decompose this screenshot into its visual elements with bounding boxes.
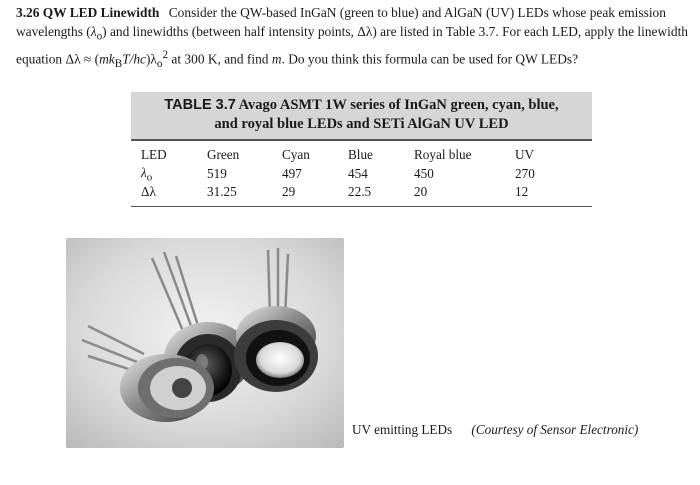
- table-title-line2: and royal blue LEDs and SETi AlGaN UV LED: [214, 116, 509, 132]
- problem-text-1: Consider the QW-based InGaN (green to blue) and AlGaN (UV) LEDs whose peak emission wavelengths (: [16, 5, 666, 39]
- cell-dl-cyan: 29: [282, 184, 296, 200]
- formula-sub-b: B: [114, 58, 123, 70]
- photo-caption-title: UV emitting LEDs: [352, 422, 453, 437]
- table-row-linewidth: [131, 183, 592, 202]
- header-blue: Blue: [348, 147, 373, 163]
- cell-dl-uv: 12: [515, 184, 529, 200]
- header-uv: UV: [515, 147, 535, 163]
- lambda-label-symbol: λ: [141, 164, 147, 180]
- cell-dl-green: 31.25: [207, 184, 237, 200]
- table-caption: [131, 92, 592, 139]
- lambda-label-sub: o: [146, 171, 153, 184]
- formula-t-hc: T/hc: [122, 51, 146, 67]
- cell-lambda-blue: 454: [348, 165, 368, 181]
- formula-close: )λ: [145, 51, 157, 67]
- formula-sup-2: 2: [162, 48, 169, 61]
- symbol-m: m: [271, 51, 282, 67]
- table-row-lambda: [131, 165, 592, 184]
- led-table: [131, 146, 592, 202]
- problem-text-3: at 300 K, and find: [168, 51, 272, 67]
- uv-led-photo: [66, 238, 344, 448]
- led-photo-illustration: [66, 238, 344, 448]
- lambda-sub: o: [96, 30, 103, 43]
- header-led: LED: [141, 147, 167, 163]
- problem-heading: QW LED Linewidth: [42, 5, 160, 20]
- formula-sub-o: o: [156, 58, 163, 70]
- table-title-line1: Avago ASMT 1W series of InGaN green, cyan, blue,: [238, 97, 559, 113]
- led-right: [234, 306, 318, 392]
- cell-lambda-uv: 270: [515, 165, 535, 181]
- photo-caption: [352, 422, 638, 438]
- header-cyan: Cyan: [282, 147, 310, 163]
- header-green: Green: [207, 147, 240, 163]
- table-bottom-rule: [131, 206, 592, 207]
- table-label: TABLE 3.7: [164, 97, 236, 113]
- header-royal-blue: Royal blue: [414, 147, 472, 163]
- row-label-lambda: [131, 165, 207, 184]
- problem-statement: [16, 4, 688, 74]
- table-3-7: [131, 92, 592, 207]
- table-top-rule: [131, 139, 592, 141]
- problem-text-4: . Do you think this formula can be used for QW LEDs?: [281, 51, 579, 67]
- cell-lambda-green: 519: [207, 165, 227, 181]
- cell-dl-blue: 22.5: [348, 184, 372, 200]
- cell-lambda-cyan: 497: [282, 165, 302, 181]
- cell-lambda-royal-blue: 450: [414, 165, 434, 181]
- cell-dl-royal-blue: 20: [414, 184, 428, 200]
- photo-caption-credit: (Courtesy of Sensor Electronic): [471, 422, 639, 437]
- lambda-symbol: λ: [90, 23, 97, 39]
- row-label-linewidth: Δλ: [141, 184, 156, 200]
- table-header-row: [131, 146, 592, 165]
- formula-mk: mk: [99, 51, 115, 67]
- problem-number: 3.26: [16, 5, 40, 20]
- problem-text-2: ) and linewidths (between half intensity points, Δλ) are listed in Table 3.7. For each LED, apply the linewidth equation Δλ ≈ (: [16, 23, 688, 67]
